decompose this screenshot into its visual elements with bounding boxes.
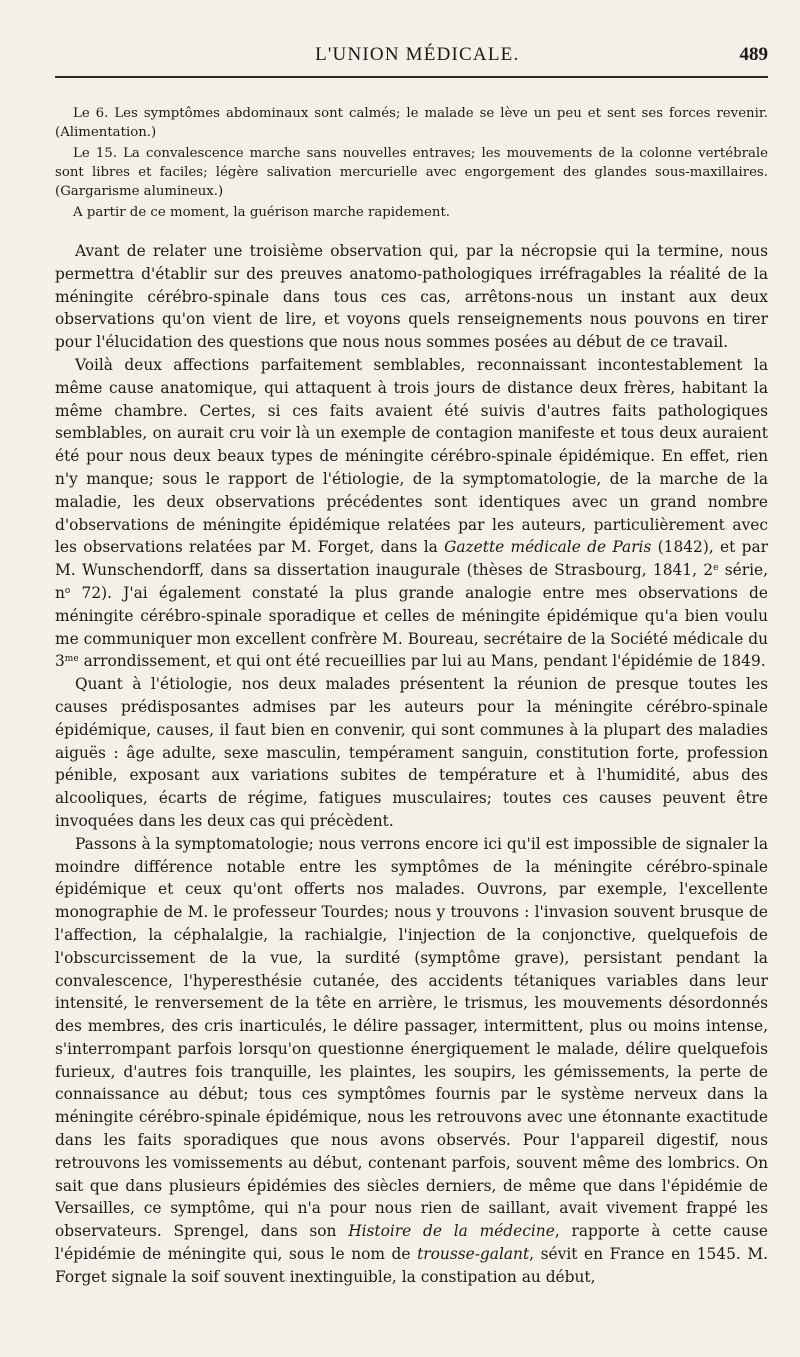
case-note: A partir de ce moment, la guérison marche rapidement. [73, 205, 451, 220]
epidemic-name: trousse-galant [417, 1245, 530, 1264]
article-body [55, 240, 768, 1289]
superscript: o [64, 585, 71, 596]
journal-title: L'UNION MÉDICALE. [315, 44, 520, 65]
page-number: 489 [739, 44, 768, 65]
paragraph [55, 354, 768, 673]
text-run: série, n [55, 561, 769, 602]
running-header [55, 44, 768, 78]
case-note: Le 6. Les symptômes abdominaux sont calmés; le malade se lève un peu et sent ses forces revenir. (Alimentation.) [55, 106, 768, 140]
text-run: (1842), et par M. Wunschendorff, dans sa dissertation inaugurale (thèses de Strasbourg, 1841, 2 [55, 538, 768, 580]
case-notes [55, 104, 768, 222]
text-run: , sévit en France en 1545. M. Forget signale la soif souvent inextinguible, la constipation au début, [55, 1245, 768, 1286]
journal-page [55, 44, 768, 1289]
paragraph: Avant de relater une troisième observation qui, par la nécropsie qui la termine, nous permettra d'établir sur des preuves anatomo-pathologiques irréfragables la réalité de la méningite cérébro-spinale dans tous ces cas, arrêtons-nous un instant aux deux observations qu'on vient de lire, et voyons quels renseignements nous pouvons en tirer pour l'élucidation des questions que nous nous sommes posées au début de ce travail. [55, 242, 768, 352]
superscript: me [64, 654, 79, 665]
superscript: e [713, 563, 719, 574]
paragraph: Quant à l'étiologie, nos deux malades présentent la réunion de presque toutes les causes prédisposantes admises par les auteurs pour la méningite cérébro-spinale épidémique, causes, il faut bien en convenir, qui sont communes à la plupart des maladies aiguës : âge adulte, sexe masculin, tempérament sanguin, constitution forte, profession pénible, exposant aux variations subites de température et à l'humidité, abus des alcooliques, écarts de régime, fatigues musculaires; toutes ces causes peuvent être invoquées dans les deux cas qui précèdent. [55, 675, 768, 830]
text-run: Passons à la symptomatologie; nous verrons encore ici qu'il est impossible de signaler la moindre différence notable entre les symptômes de la méningite cérébro-spinale épidémique et ceux qu'ont offerts nos malades. Ouvrons, par exemple, l'excellente monographie de M. le professeur Tourdes; nous y trouvons : l'invasion souvent brusque de l'affection, la céphalalgie, la rachialgie, l'injection de la conjonctive, quelquefois de l'obscurcissement de la vue, la surdité (symptôme grave), persistant pendant la convalescence, l'hyperesthésie cutanée, des accidents tétaniques variables dans leur intensité, le renversement de la tête en arrière, le trismus, les mouvements désordonnés des membres, des cris inarticulés, le délire passager, intermittent, plus ou moins intense, s'interrompant parfois lorsqu'on questionne énergiquement le malade, délire quelquefois furieux, d'autres fois tranquille, les plaintes, les soupirs, les gémissements, la perte de connaissance au début; tous ces symptômes fournis par le système nerveux dans la méningite cérébro-spinale épidémique, nous les retrouvons avec une étonnante exactitude dans les faits sporadiques que nous avons observés. Pour l'appareil digestif, nous retrouvons les vomissements au début, contenant parfois, souvent même des lombrics. On sait que dans plusieurs épidémies des siècles derniers, de même que dans l'épidémie de Versailles, ce symptôme, qui n'a pour nous rien de saillant, avait vivement frappé les observateurs. Sprengel, dans son [55, 834, 768, 1241]
text-run: 72). J'ai également constaté la plus grande analogie entre mes observations de méningite cérébro-spinale sporadique et celles de méningite épidémique qu'a bien voulu me communiquer mon excellent confrère M. Boureau, secrétaire de la Société médicale du 3 [55, 583, 768, 671]
text-run: arrondissement, et qui ont été recueillies par lui au Mans, pendant l'épidémie de 1849. [78, 652, 766, 671]
book-reference: Histoire de la médecine [348, 1222, 555, 1241]
paragraph [55, 833, 768, 1289]
journal-reference: Gazette médicale de Paris [444, 538, 652, 557]
text-run: , rapporte à cette cause l'épidémie de méningite qui, sous le nom de [55, 1222, 768, 1264]
case-note: Le 15. La convalescence marche sans nouvelles entraves; les mouvements de la colonne vertébrale sont libres et faciles; légère salivation mercurielle avec engorgement des glandes sous-maxillaires. (Gargarisme alumineux.) [55, 146, 768, 199]
text-run: Voilà deux affections parfaitement semblables, reconnaissant incontestablement la même cause anatomique, qui attaquent à trois jours de distance deux frères, habitant la même chambre. Certes, si ces faits avaient été suivis d'autres faits pathologiques semblables, on aurait cru voir là un exemple de contagion manifeste et tous deux auraient été pour nous deux beaux types de méningite cérébro-spinale épidémique. En effet, rien n'y manque; sous le rapport de l'étiologie, de la symptomatologie, de la marche de la maladie, les deux observations précédentes sont identiques avec un grand nombre d'observations de méningite épidémique relatées par les auteurs, particulièrement avec les observations relatées par M. Forget, dans la [55, 355, 768, 557]
